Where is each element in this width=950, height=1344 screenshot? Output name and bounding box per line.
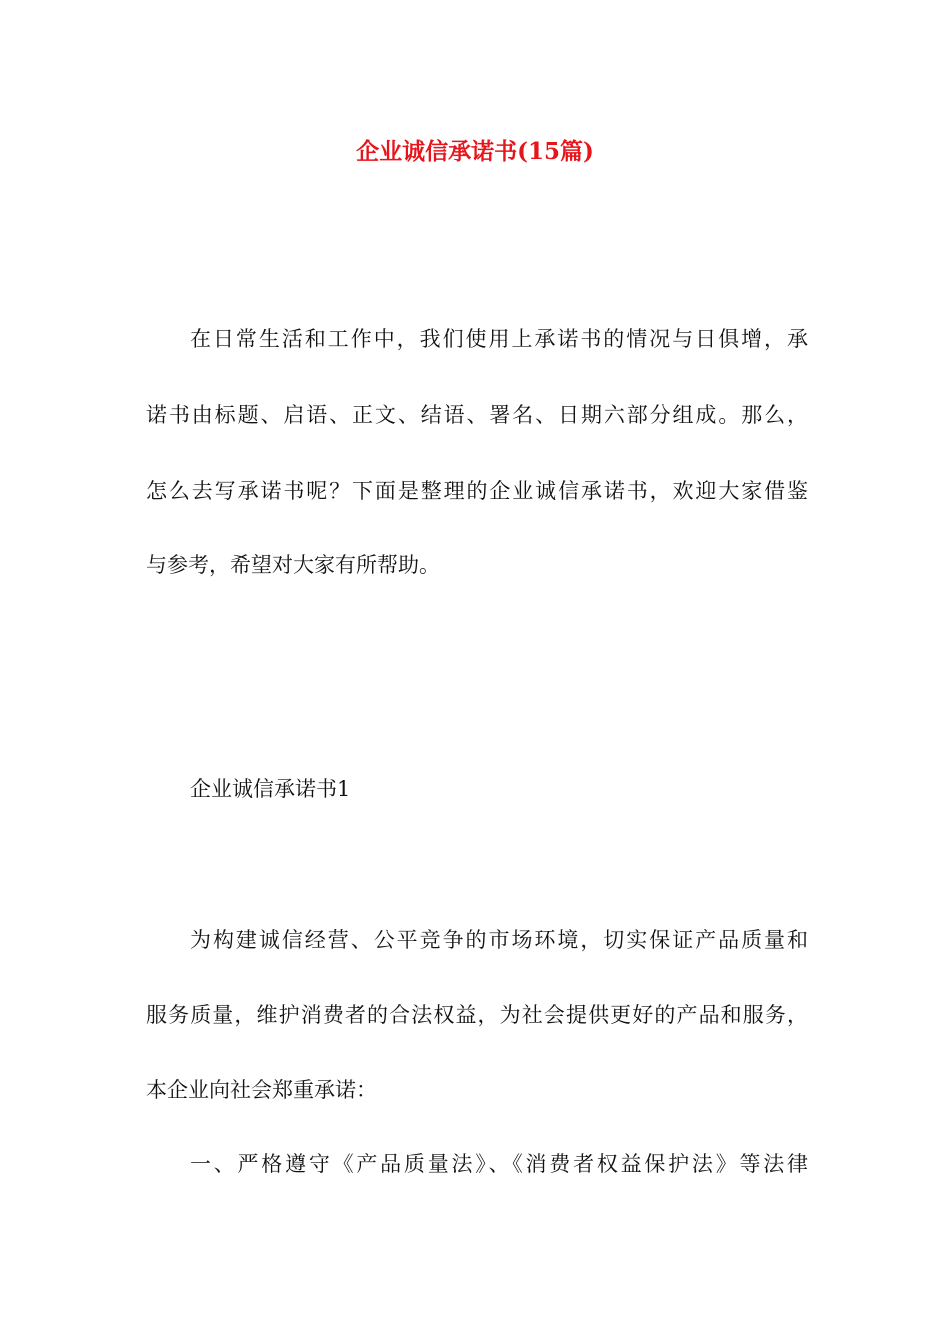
body-line-4: 一、严格遵守《产品质量法》、《消费者权益保护法》等法律 xyxy=(190,1152,808,1176)
intro-line-4: 与参考，希望对大家有所帮助。 xyxy=(146,553,440,577)
intro-line-3: 怎么去写承诺书呢？下面是整理的企业诚信承诺书，欢迎大家借鉴 xyxy=(146,479,808,503)
body-line-2: 服务质量，维护消费者的合法权益，为社会提供更好的产品和服务， xyxy=(146,1003,808,1027)
section-heading: 企业诚信承诺书1 xyxy=(190,777,351,801)
intro-line-2: 诺书由标题、启语、正文、结语、署名、日期六部分组成。那么， xyxy=(146,403,808,427)
body-line-3: 本企业向社会郑重承诺： xyxy=(146,1078,377,1102)
document-title: 企业诚信承诺书(15篇) xyxy=(356,138,594,165)
body-line-1: 为构建诚信经营、公平竞争的市场环境，切实保证产品质量和 xyxy=(190,928,808,952)
intro-line-1: 在日常生活和工作中，我们使用上承诺书的情况与日俱增，承 xyxy=(190,327,808,351)
